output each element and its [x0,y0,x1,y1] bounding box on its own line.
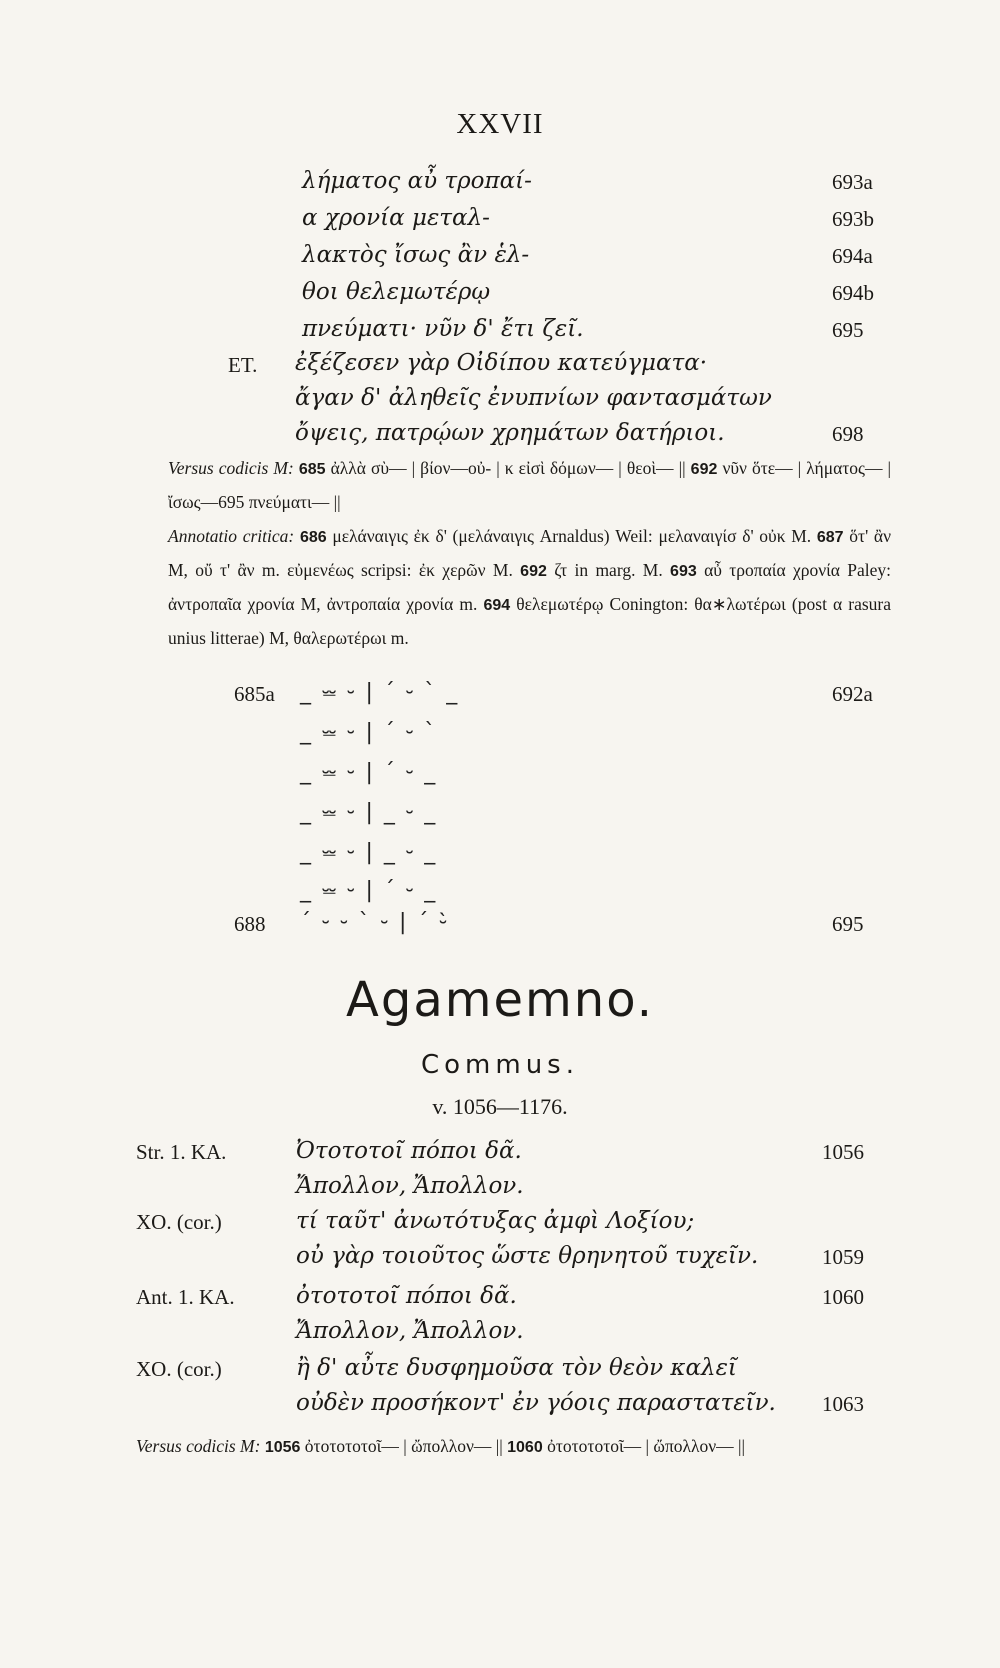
metre-label: 695 [832,912,864,936]
speaker-label: XO. (cor.) [136,1210,222,1234]
metre-label: 688 [234,912,266,936]
note-text: ὅτ' ἂν M, οὔ τ' ἂν m. εὐμενέως scripsi: ἐκ χερῶν M. [168,526,891,580]
verse-line: α χρονία μεταλ- [302,205,490,231]
section-title: Agamemno. [346,972,654,1028]
note-line-ref: 692 [690,461,718,478]
line-number: 695 [832,318,864,342]
line-number: 1059 [822,1245,864,1269]
note-label: Annotatio critica: [168,526,295,546]
verse-line: ἄγαν δ' ἀληθεῖς ἐνυπνίων φαντασμάτων [295,385,772,411]
note-line-ref: 692 [520,563,547,580]
line-number: 698 [832,422,864,446]
note-line-ref: 1060 [507,1439,543,1456]
verse-line: Ἄπολλον, Ἄπολλον. [296,1173,524,1199]
note-text: νῦν ὅτε— | λήματος— | ἴσως—695 πνεύματι— || [168,458,892,512]
verse-line: οὐδὲν προσήκοντ' ἐν γόοις παραστατεῖν. [296,1390,776,1416]
speaker-label: XO. (cor.) [136,1357,222,1381]
note-line-ref: 693 [670,563,697,580]
note-line-ref: 687 [816,529,844,546]
note-text: θελεμωτέρῳ Conington: θα∗λωτέρωι (post α rasura unius litterae) M, θαλερωτέρωι m. [168,594,892,648]
speaker-label: Str. 1. KA. [136,1140,227,1164]
verse-line: λήματος αὖ τροπαί- [302,168,532,194]
note-text: ὀτοτοτοτοῖ— | ὤπολλον— || [547,1436,746,1456]
verse-line: ἐξέζεσεν γὰρ Οἰδίπου κατεύγματα· [295,350,708,376]
metre-row: _ ⏕ ⏑ | ´ ⏑ ` [300,720,438,745]
verse-line: οὐ γὰρ τοιοῦτος ὥστε θρηνητοῦ τυχεῖν. [296,1243,759,1269]
verse-line: ἢ δ' αὖτε δυσφημοῦσα τὸν θεὸν καλεῖ [296,1355,737,1381]
annotatio-critica-note [168,520,891,654]
section-subtitle: Commus. [420,1050,579,1080]
note-text: αὖ τροπαία χρονία Paley: ἀντροπαῖα χρονία M, ἀντροπαία χρονία m. [168,560,892,614]
note-line-ref: 1056 [264,1439,301,1456]
note-label: Versus codicis M: [168,458,294,478]
note-text: ἀλλὰ σὺ— | βίον—οὐ- | κ εἰσὶ δόμων— | θεοὶ— || [330,458,686,478]
note-text: ζτ in marg. M. [554,560,663,580]
note-line-ref: 694 [483,597,511,614]
line-number: 694b [832,281,874,305]
metre-label: 685a [234,682,275,706]
line-number: 694a [832,244,873,268]
line-number: 1056 [822,1140,864,1164]
metre-row: _ ⏕ ⏑ | ´ ⏑ _ [300,878,438,903]
note-line-ref: 686 [299,529,327,546]
verse-line: πνεύματι· νῦν δ' ἔτι ζεῖ. [302,316,584,342]
metre-label: 692a [832,682,873,706]
metre-row: _ ⏕ ⏑ | _ ⏑ _ [300,800,438,825]
verse-range: v. 1056—1176. [432,1094,568,1119]
versus-codicis-note [168,452,891,518]
speaker-label: ET. [228,353,258,377]
versus-codicis-note [136,1430,892,1464]
speaker-label: Ant. 1. KA. [136,1285,235,1309]
verse-line: θοι θελεμωτέρῳ [302,279,491,305]
line-number: 693b [832,207,874,231]
note-line-ref: 685 [298,461,326,478]
metre-row: _ ⏕ ⏑ | _ ⏑ _ [300,840,438,865]
note-text: μελάναιγις ἐκ δ' (μελάναιγις Arnaldus) Weil: μελαναιγίσ δ' οὐκ M. [332,526,812,546]
note-label: Versus codicis M: [136,1436,261,1456]
line-number: 1060 [822,1285,864,1309]
note-text: ὀτοτοτοτοῖ— | ὤπολλον— || [304,1436,503,1456]
verse-line: ὄψεις, πατρῴων χρημάτων δατήριοι. [295,420,725,446]
metre-row: ´ ⏑ ⏑ ` ⏑ | ´ ⏑̀ [300,910,449,935]
verse-line: Ὀτοτοτοῖ πόποι δᾶ. [296,1138,522,1164]
verse-line: Ἄπολλον, Ἄπολλον. [296,1318,524,1344]
metre-row: _ ⏕ ⏑ | ´ ⏑ _ [300,760,438,785]
metre-row: _ ⏕ ⏑ | ´ ⏑ ` _ [300,680,460,705]
line-number: 1063 [822,1392,864,1416]
verse-line: λακτὸς ἴσως ἂν ἑλ- [302,242,530,268]
verse-line: τί ταῦτ' ἀνωτότυξας ἀμφὶ Λοξίου; [296,1208,695,1234]
line-number: 693a [832,170,873,194]
page-number: XXVII [456,108,544,140]
verse-line: ὀτοτοτοῖ πόποι δᾶ. [296,1283,517,1309]
